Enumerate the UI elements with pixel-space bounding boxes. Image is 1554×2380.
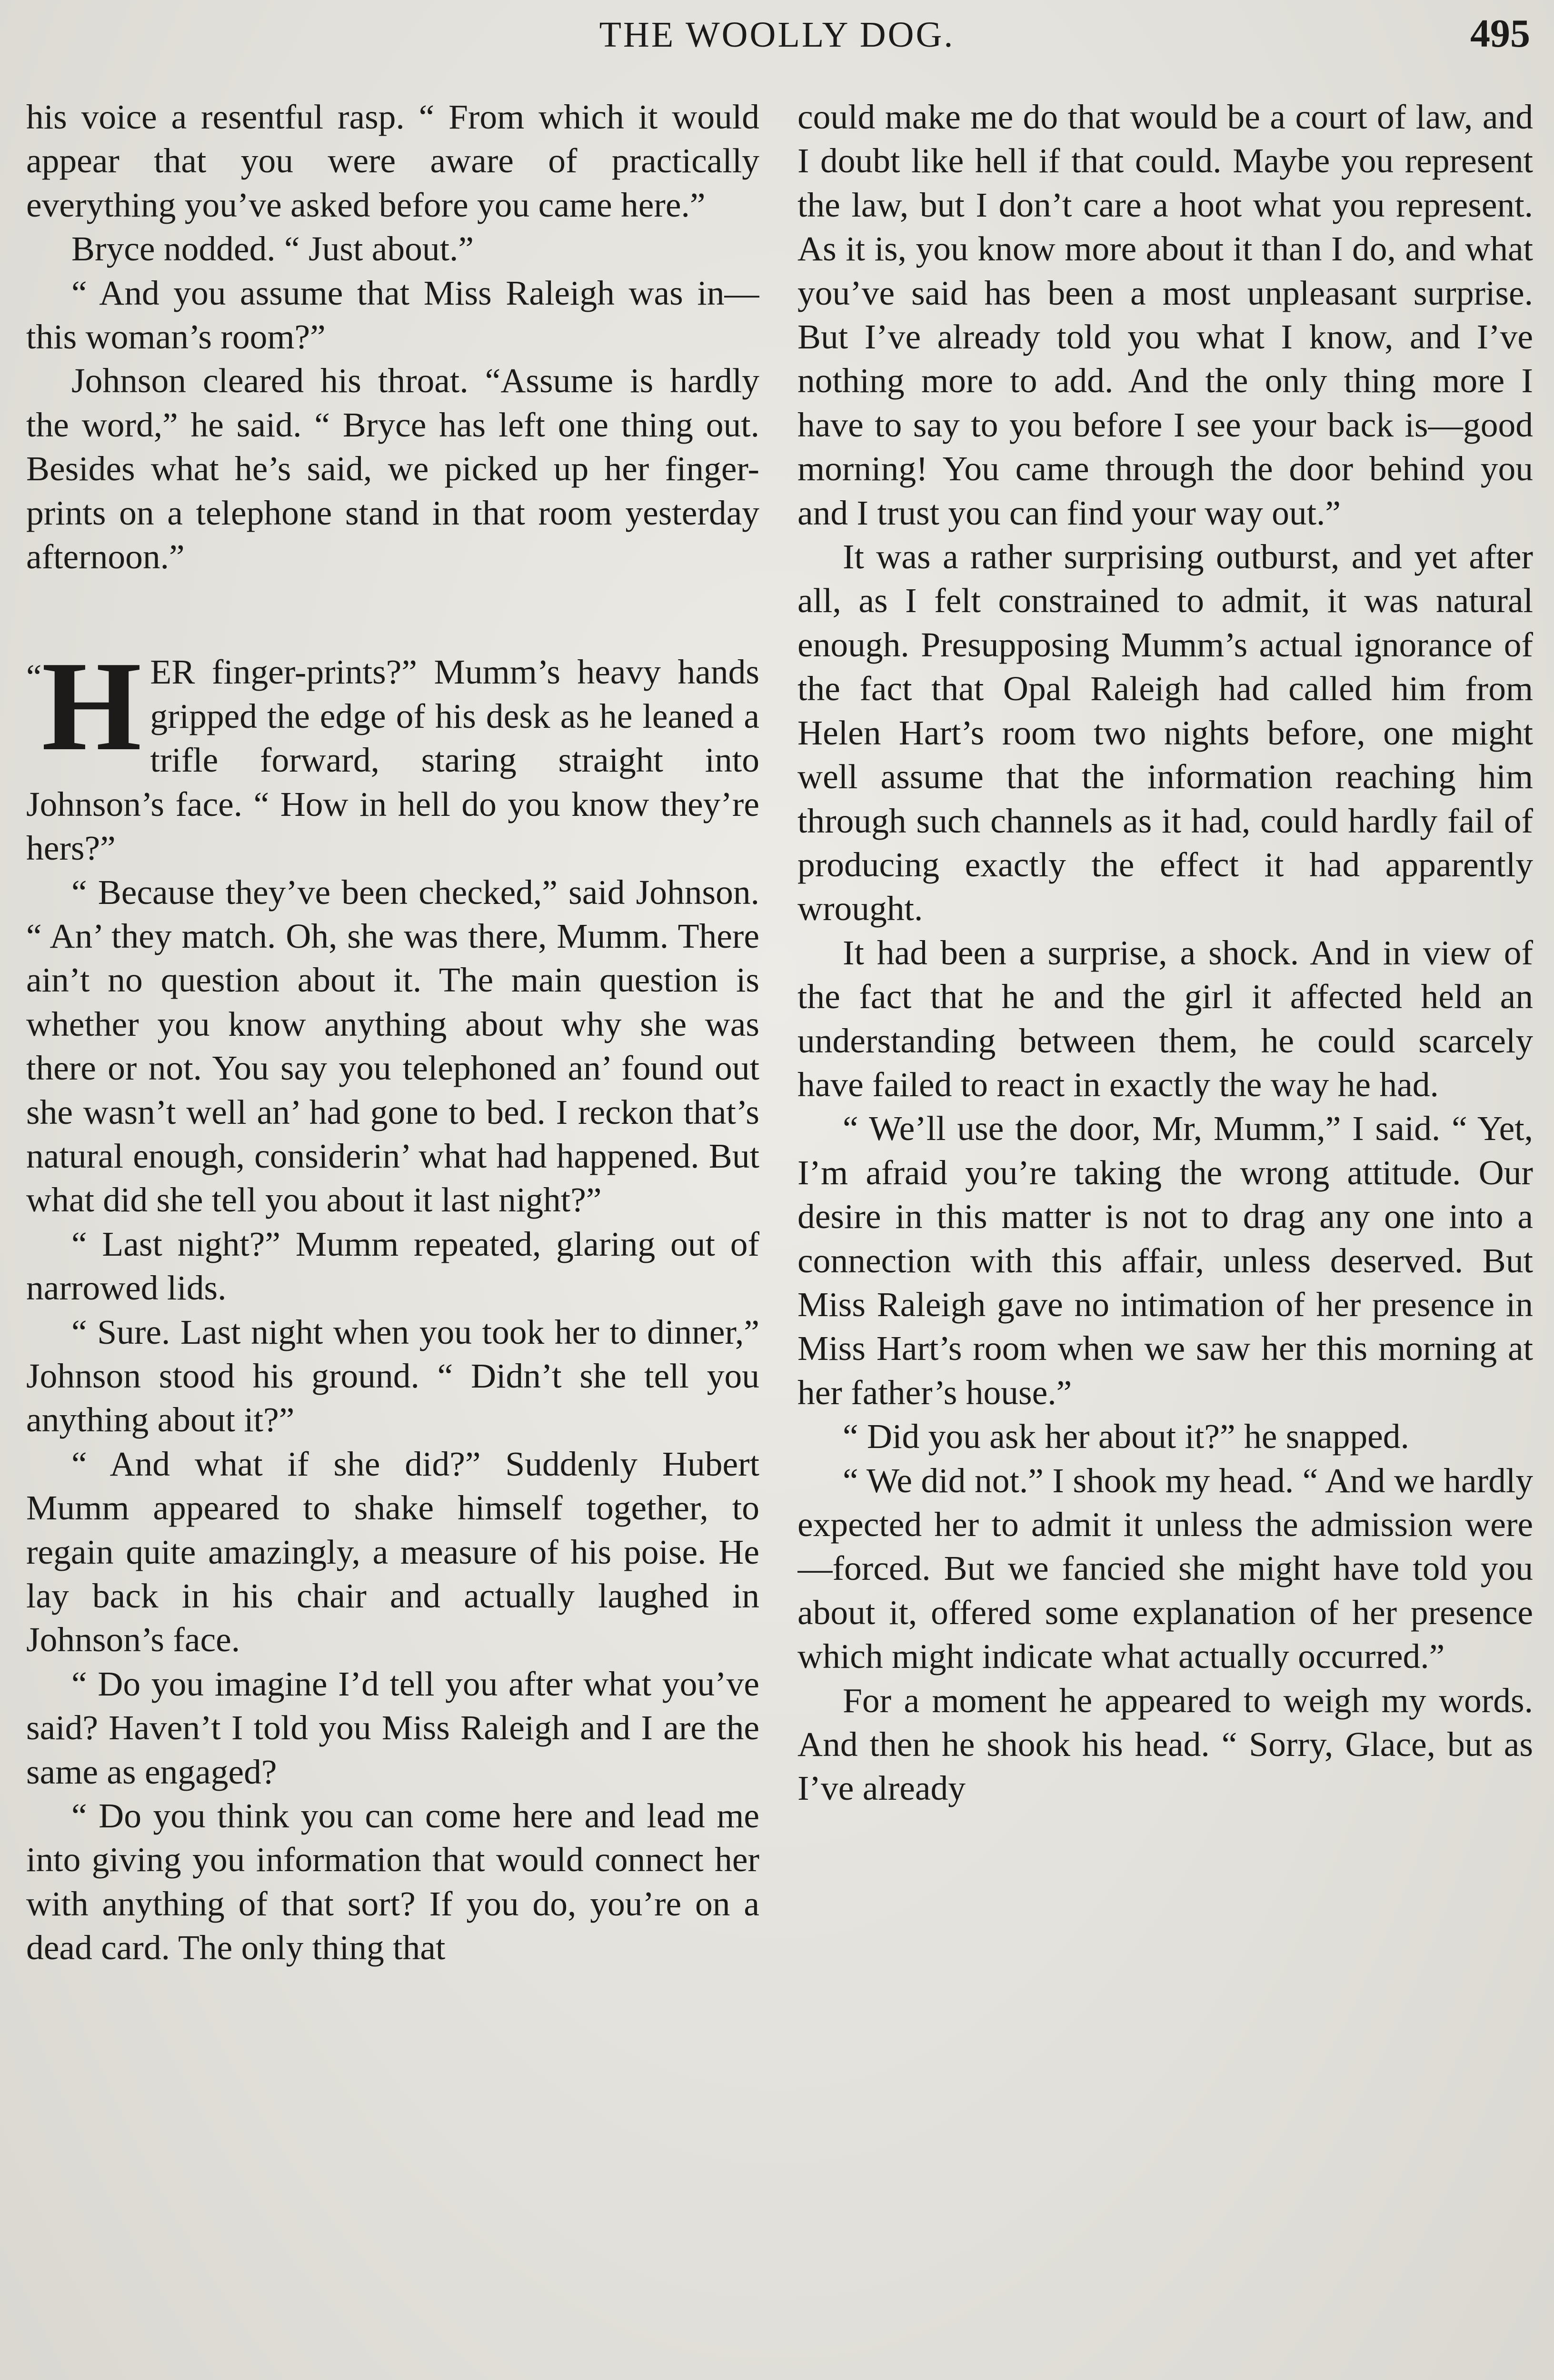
paragraph: “ Because they’ve been checked,” said Johnson. “ An’ they match. Oh, she was there, Mumm. There ain’t no question about it. The main question is whether you know anything about why she was there or not. You say you telephoned an’ found out she wasn’t well an’ had gone to bed. I reckon that’s natural enough, considerin’ what had happened. But what did she tell you about it last night?” bbox=[26, 873, 759, 1220]
paragraph: his voice a resentful rasp. “ From which it would appear that you were aware of practically everything you’ve asked before you came here.” bbox=[26, 98, 759, 224]
dropcap-paragraph-text: ER finger-prints?” Mumm’s heavy hands gripped the edge of his desk as he leaned a trifle forward, staring straight into Johnson’s face. “ How in hell do you know they’re hers?” bbox=[26, 653, 759, 868]
page-header bbox=[0, 10, 1554, 72]
paragraph: “ We’ll use the door, Mr, Mumm,” I said. “ Yet, I’m afraid you’re taking the wrong attitude. Our desire in this matter is not to drag any one into a connection with this affair, unless deserved. But Miss Raleigh gave no intimation of her presence in Miss Hart’s room when we saw her this morning at her father’s house.” bbox=[797, 1109, 1533, 1412]
paragraph: “ Last night?” Mumm repeated, glaring out of narrowed lids. bbox=[26, 1224, 759, 1308]
paragraph: For a moment he appeared to weigh my words. And then he shook his head. “ Sorry, Glace, but as I’ve already bbox=[797, 1681, 1533, 1808]
paragraph: It was a rather surprising outburst, and yet after all, as I felt constrained to admit, it was natural enough. Presupposing Mumm’s actual ignorance of the fact that Opal Raleigh had called him from Helen Hart’s room two nights before, one might well assume that the information reaching him through such channels as it had, could hardly fail of producing exactly the effect it had apparently wrought. bbox=[797, 537, 1533, 928]
paragraph: “ Do you think you can come here and lead me into giving you information that would connect her with anything of that sort? If you do, you’re on a dead card. The only thing that bbox=[26, 1796, 759, 1967]
drop-cap-letter: H bbox=[41, 635, 142, 778]
paragraph: “ And what if she did?” Suddenly Hubert Mumm appeared to shake himself together, to regain quite amazingly, a measure of his poise. He lay back in his chair and actually laughed in Johnson’s face. bbox=[26, 1444, 759, 1659]
running-title: THE WOOLLY DOG. bbox=[599, 15, 955, 55]
dropcap-open-quote: “ bbox=[26, 657, 42, 696]
paragraph: could make me do that would be a court of law, and I doubt like hell if that could. Maybe you represent the law, but I don’t care a hoot what you represent. As it is, you know more about it than I do, and what you’ve said has been a most unpleasant surprise. But I’ve already told you what I know, and I’ve nothing more to add. And the only thing more I have to say to you before I see your back is—good morning! You came through the door behind you and I trust you can find your way out.” bbox=[797, 98, 1533, 532]
left-column bbox=[26, 95, 759, 2375]
paragraph: “ Sure. Last night when you took her to dinner,” Johnson stood his ground. “ Didn’t she tell you anything about it?” bbox=[26, 1312, 759, 1439]
paragraph: It had been a surprise, a shock. And in view of the fact that he and the girl it affected held an understanding between them, he could scarcely have failed to react in exactly the way he had. bbox=[797, 933, 1533, 1104]
paragraph: “ Did you ask her about it?” he snapped. bbox=[843, 1417, 1409, 1456]
paragraph: “ We did not.” I shook my head. “ And we hardly expected her to admit it unless the admission were—forced. But we fancied she might have told you about it, offered some explanation of her presence which might indicate what actually occurred.” bbox=[797, 1461, 1533, 1676]
right-column bbox=[797, 95, 1533, 2375]
dropcap-paragraph bbox=[26, 635, 759, 870]
paragraph: “ Do you imagine I’d tell you after what you’ve said? Haven’t I told you Miss Raleigh and I are the same as engaged? bbox=[26, 1664, 759, 1791]
paragraph: Bryce nodded. “ Just about.” bbox=[71, 229, 474, 268]
paragraph: Johnson cleared his throat. “Assume is hardly the word,” he said. “ Bryce has left one thing out. Besides what he’s said, we picked up her finger-prints on a telephone stand in that room yesterday afternoon.” bbox=[26, 361, 759, 576]
paragraph: “ And you assume that Miss Raleigh was in—this woman’s room?” bbox=[26, 273, 759, 357]
page-number: 495 bbox=[1470, 11, 1530, 56]
